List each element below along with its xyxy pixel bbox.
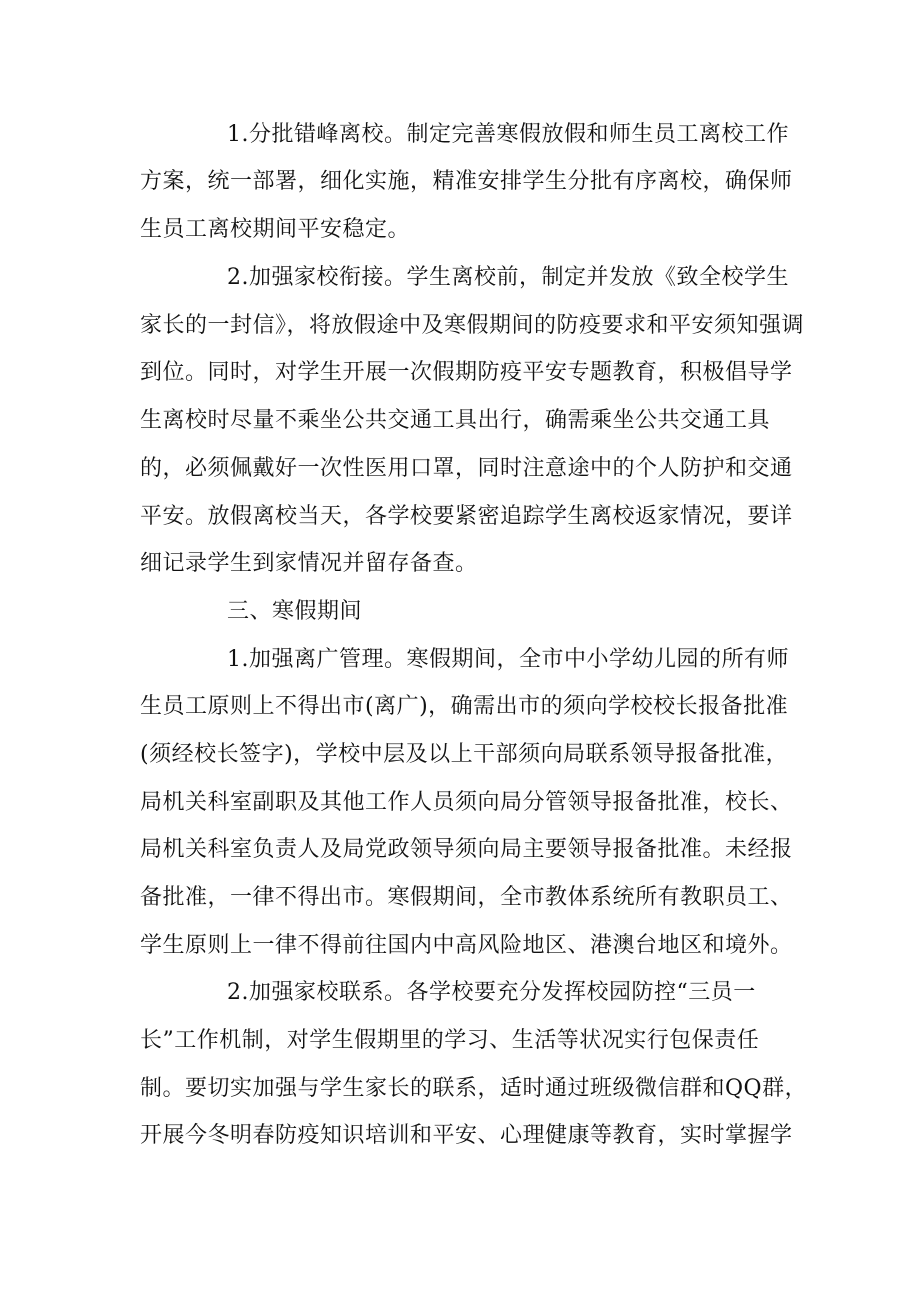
paragraph-line: 生离校时尽量不乘坐公共交通工具出行，确需乘坐公共交通工具 bbox=[140, 408, 771, 433]
paragraph-line: 生员工原则上不得出市(离广)，确需出市的须向学校校长报备批准 bbox=[140, 694, 789, 719]
paragraph-line: 方案，统一部署，细化实施，精准安排学生分批有序离校，确保师 bbox=[140, 169, 793, 194]
paragraph-line: 开展今冬明春防疫知识培训和平安、心理健康等教育，实时掌握学 bbox=[140, 1123, 793, 1148]
paragraph-line: 2.加强家校联系。各学校要充分发挥校园防控“三员一 bbox=[227, 980, 756, 1005]
paragraph-line: 局机关科室副职及其他工作人员须向局分管领导报备批准，校长、 bbox=[140, 790, 793, 815]
paragraph-line: 长”工作机制，对学生假期里的学习、生活等状况实行包保责任 bbox=[140, 1028, 760, 1053]
paragraph-line: (须经校长签字)，学校中层及以上干部须向局联系领导报备批准， bbox=[140, 742, 789, 767]
paragraph-line: 的，必须佩戴好一次性医用口罩，同时注意途中的个人防护和交通 bbox=[140, 456, 793, 481]
paragraph-line: 到位。同时，对学生开展一次假期防疫平安专题教育，积极倡导学 bbox=[140, 360, 793, 385]
paragraph-line: 制。要切实加强与学生家长的联系，适时通过班级微信群和QQ群， bbox=[140, 1076, 808, 1101]
paragraph-line: 学生原则上一律不得前往国内中高风险地区、港澳台地区和境外。 bbox=[140, 933, 793, 958]
paragraph-line: 1.加强离广管理。寒假期间，全市中小学幼儿园的所有师 bbox=[227, 647, 789, 672]
paragraph-line: 细记录学生到家情况并留存备查。 bbox=[140, 551, 478, 576]
paragraph-line: 生员工离校期间平安稳定。 bbox=[140, 217, 411, 242]
paragraph-line: 2.加强家校衔接。学生离校前，制定并发放《致全校学生 bbox=[227, 265, 789, 290]
paragraph-line: 局机关科室负责人及局党政领导须向局主要领导报备批准。未经报 bbox=[140, 837, 793, 862]
paragraph-line: 1.分批错峰离校。制定完善寒假放假和师生员工离校工作 bbox=[227, 122, 789, 147]
paragraph-line: 家长的一封信》，将放假途中及寒假期间的防疫要求和平安须知强调 bbox=[140, 313, 805, 338]
section-heading: 三、寒假期间 bbox=[227, 599, 363, 624]
paragraph-line: 备批准，一律不得出市。寒假期间，全市教体系统所有教职员工、 bbox=[140, 885, 793, 910]
paragraph-line: 平安。放假离校当天，各学校要紧密追踪学生离校返家情况，要详 bbox=[140, 504, 793, 529]
